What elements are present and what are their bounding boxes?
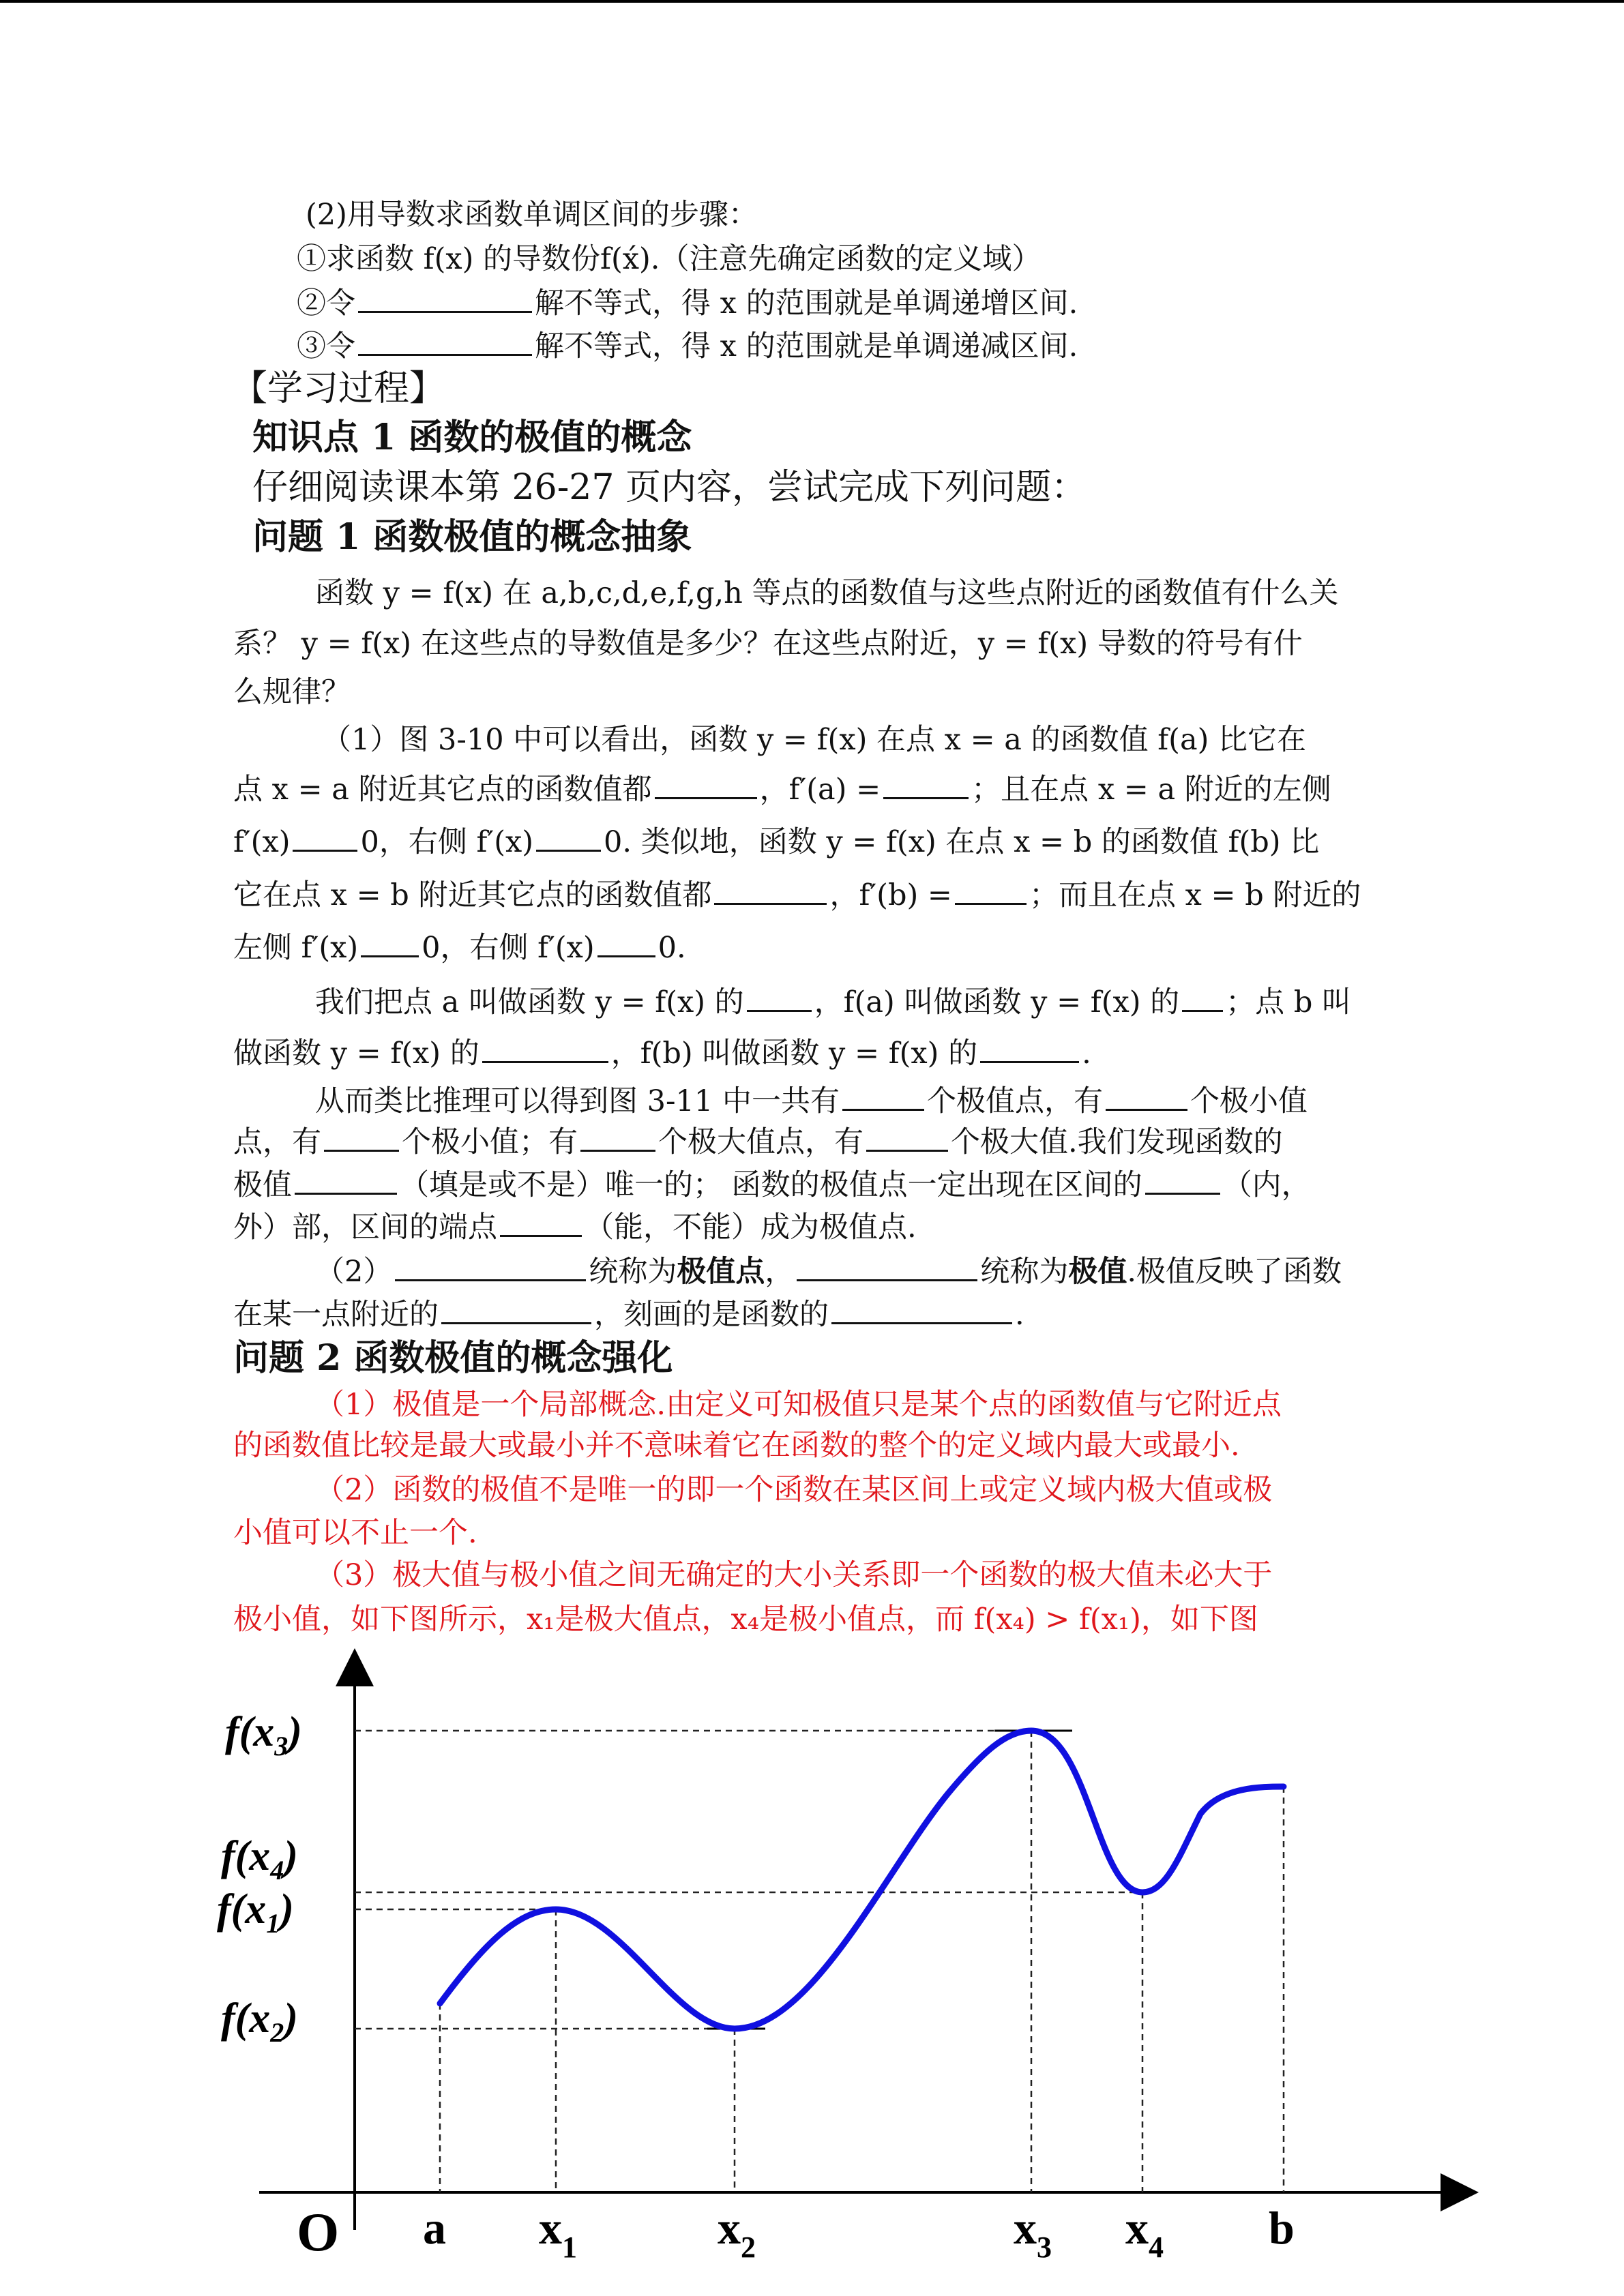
blank (747, 983, 812, 1012)
label-f-x4: $f(x_4)$ (221, 1833, 298, 1885)
label-b: b (1269, 2202, 1295, 2254)
blank (866, 1122, 948, 1152)
label-x4: $x_4$ (1125, 2202, 1164, 2264)
p2-line3-b: 0，右侧 f′(x) (360, 825, 533, 859)
blank (842, 1082, 924, 1111)
p5-line1-g: .极值反映了函数 (1127, 1255, 1342, 1289)
step-2-prefix: ②令 (297, 286, 355, 320)
p2-line5-a: 左侧 f′(x) (233, 931, 359, 965)
p3-line1-c: ；点 b 叫 (1226, 985, 1352, 1019)
p4-line3-b: （填是或不是）唯一的； 函数的极值点一定出现在区间的 (400, 1168, 1142, 1202)
blank (1145, 1165, 1220, 1195)
blank (580, 1122, 655, 1152)
p5-line1-d: ， (765, 1255, 795, 1289)
blank (980, 1034, 1079, 1063)
p3-line1-b: ，f(a) 叫做函数 y = f(x) 的 (814, 985, 1180, 1019)
p2-line2-a: 点 x = a 附近其它点的函数值都 (233, 773, 652, 807)
p5-line1-c: 极值点 (677, 1255, 765, 1289)
p4-line4 (233, 1207, 917, 1248)
p3-line1-a: 我们把点 a 叫做函数 y = f(x) 的 (315, 985, 744, 1019)
blank (293, 822, 357, 852)
p4-line1-b: 个极值点，有 (926, 1084, 1103, 1118)
blank (536, 822, 601, 852)
extrema-figure (198, 1650, 1494, 2264)
red-note-2b: 小值可以不止一个. (233, 1516, 477, 1550)
p2-line4-c: ；而且在点 x = b 附近的 (1029, 878, 1361, 912)
red-note-1b: 的函数值比较是最大或最小并不意味着它在函数的整个的定义域内最大或最小. (233, 1429, 1240, 1463)
p4-line1-a: 从而类比推理可以得到图 3-11 中一共有 (315, 1084, 840, 1118)
p5-line2-a: 在某一点附近的 (233, 1298, 439, 1332)
blank (655, 770, 757, 799)
p5-line1 (315, 1251, 1342, 1292)
p4-line2-d: 个极大值.我们发现函数的 (951, 1125, 1283, 1159)
p4-line3-a: 极值 (233, 1168, 292, 1202)
p2-line4-b: ，f′(b) = (829, 878, 952, 912)
p5-line1-b: 统称为 (589, 1255, 677, 1289)
function-curve (440, 1731, 1284, 2029)
step-3-suffix: 解不等式，得 x 的范围就是单调递减区间. (535, 329, 1078, 363)
p4-line3 (233, 1165, 1311, 1206)
p5-line1-a: （2） (315, 1255, 393, 1289)
blank (831, 1295, 1012, 1324)
problem-1-heading: 问题 1 函数极值的概念抽象 (252, 516, 692, 558)
p2-line4 (233, 875, 1361, 916)
blank (361, 928, 419, 957)
label-a: a (423, 2202, 446, 2254)
step-3-prefix: ③令 (297, 329, 355, 363)
p1-line3: 么规律？ (233, 675, 351, 709)
step-2-suffix: 解不等式，得 x 的范围就是单调递增区间. (535, 286, 1078, 320)
reading-instruction: 仔细阅读课本第 26-27 页内容，尝试完成下列问题： (252, 467, 1087, 508)
p2-line3 (233, 822, 1319, 863)
blank (358, 327, 532, 356)
p4-line3-c: （内， (1222, 1168, 1311, 1202)
p2-line2-c: ；且在点 x = a 附近的左侧 (971, 773, 1331, 807)
p2-line2-b: ，f′(a) = (759, 773, 881, 807)
p1-line1: 函数 y = f(x) 在 a,b,c,d,e,f,g,h 等点的函数值与这些点附近的函数值有什么关 (315, 576, 1339, 610)
p4-line4-b: （能，不能）成为极值点. (585, 1210, 917, 1244)
blank (1182, 983, 1223, 1012)
p5-line2-b: ，刻画的是函数的 (594, 1298, 829, 1332)
blank (883, 770, 969, 799)
p2-line1: （1）图 3-10 中可以看出，函数 y = f(x) 在点 x = a 的函数值 f(a) 比它在 (322, 723, 1307, 757)
p4-line2 (233, 1122, 1283, 1163)
p5-line2 (233, 1294, 1024, 1335)
red-note-3a: （3）极大值与极小值之间无确定的大小关系即一个函数的极大值未必大于 (315, 1558, 1273, 1592)
blank (395, 1252, 586, 1281)
knowledge-point-1: 知识点 1 函数的极值的概念 (252, 417, 692, 458)
p4-line4-a: 外）部，区间的端点 (233, 1210, 497, 1244)
p4-line2-b: 个极小值；有 (402, 1125, 578, 1159)
p2-line5 (233, 927, 686, 968)
p3-line2-a: 做函数 y = f(x) 的 (233, 1037, 479, 1071)
blank (955, 876, 1027, 905)
problem-2-heading: 问题 2 函数极值的概念强化 (233, 1337, 673, 1379)
blank (295, 1165, 397, 1195)
p3-line2 (233, 1033, 1091, 1074)
label-f-x1: $f(x_1)$ (217, 1886, 294, 1939)
label-origin: O (297, 2203, 340, 2263)
blank (441, 1295, 591, 1324)
step-3 (297, 326, 1078, 367)
label-f-x3: $f(x_3)$ (225, 1709, 302, 1761)
blank (500, 1208, 582, 1237)
p5-line2-c: . (1015, 1298, 1024, 1332)
top-border (0, 0, 1624, 3)
step-title: (2)用导数求函数单调区间的步骤： (306, 198, 758, 232)
p4-line1-c: 个极小值 (1190, 1084, 1308, 1118)
blank (1106, 1082, 1187, 1111)
guide-lines (355, 1731, 1284, 2192)
blank (597, 928, 655, 957)
label-f-x2: $f(x_2)$ (221, 1995, 298, 2048)
step-2 (297, 283, 1078, 324)
blank (358, 284, 532, 313)
red-note-1a: （1）极值是一个局部概念.由定义可知极值只是某个点的函数值与它附近点 (315, 1388, 1282, 1422)
label-x2: $x_2$ (718, 2202, 756, 2264)
p2-line4-a: 它在点 x = b 附近其它点的函数值都 (233, 878, 712, 912)
p2-line5-b: 0，右侧 f′(x) (422, 931, 595, 965)
p3-line2-b: ，f(b) 叫做函数 y = f(x) 的 (610, 1037, 978, 1071)
blank (714, 876, 827, 905)
p3-line1 (315, 982, 1351, 1023)
p5-line1-f: 极值 (1068, 1255, 1127, 1289)
label-x3: $x_3$ (1014, 2202, 1052, 2264)
p1-line2: 系？ y = f(x) 在这些点的导数值是多少？在这些点附近，y = f(x) 导数的符号有什 (233, 627, 1303, 661)
p2-line2 (233, 769, 1331, 810)
p4-line2-a: 点，有 (233, 1125, 321, 1159)
red-note-2a: （2）函数的极值不是唯一的即一个函数在某区间上或定义域内极大值或极 (315, 1473, 1273, 1507)
blank (482, 1034, 608, 1063)
p2-line3-a: f′(x) (233, 825, 291, 859)
p4-line1 (315, 1081, 1308, 1122)
p2-line3-c: 0. 类似地，函数 y = f(x) 在点 x = b 的函数值 f(b) 比 (604, 825, 1320, 859)
red-note-3b: 极小值，如下图所示，x₁是极大值点，x₄是极小值点，而 f(x₄) > f(x₁)，如下图 (233, 1602, 1258, 1637)
learning-process-heading: 【学习过程】 (232, 368, 445, 409)
p2-line5-c: 0. (658, 931, 686, 965)
blank (324, 1122, 399, 1152)
blank (797, 1252, 977, 1281)
label-x1: $x_1$ (539, 2202, 577, 2264)
p4-line2-c: 个极大值点，有 (658, 1125, 863, 1159)
p5-line1-e: 统称为 (980, 1255, 1069, 1289)
p3-line2-c: . (1082, 1037, 1091, 1071)
step-1: ①求函数 f(x) 的导数份f(x́).（注意先确定函数的定义域） (297, 242, 1042, 276)
